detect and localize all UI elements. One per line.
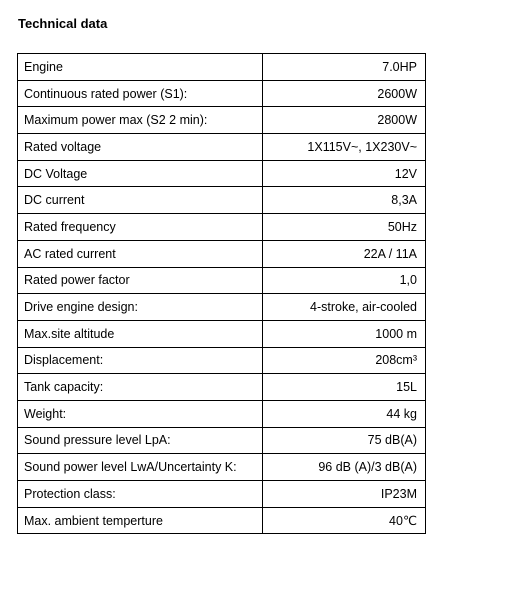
table-row xyxy=(18,187,426,214)
spec-label: AC rated current xyxy=(18,240,263,267)
spec-label: Displacement: xyxy=(18,347,263,374)
spec-value: 1,0 xyxy=(263,267,426,294)
spec-label: Max. ambient temperture xyxy=(18,507,263,534)
technical-data-table xyxy=(17,53,426,534)
spec-label: Engine xyxy=(18,54,263,81)
spec-value: IP23M xyxy=(263,481,426,508)
table-row xyxy=(18,267,426,294)
spec-label: Drive engine design: xyxy=(18,294,263,321)
spec-value: 96 dB (A)/3 dB(A) xyxy=(263,454,426,481)
table-row xyxy=(18,427,426,454)
spec-value: 15L xyxy=(263,374,426,401)
spec-value: 2800W xyxy=(263,107,426,134)
spec-value: 44 kg xyxy=(263,400,426,427)
spec-label: Sound pressure level LpA: xyxy=(18,427,263,454)
spec-label: Protection class: xyxy=(18,481,263,508)
table-row xyxy=(18,374,426,401)
table-row xyxy=(18,347,426,374)
table-row xyxy=(18,454,426,481)
table-row xyxy=(18,240,426,267)
spec-value: 50Hz xyxy=(263,214,426,241)
table-row xyxy=(18,54,426,81)
spec-label: Continuous rated power (S1): xyxy=(18,80,263,107)
spec-value: 208cm³ xyxy=(263,347,426,374)
spec-value: 2600W xyxy=(263,80,426,107)
spec-label: Tank capacity: xyxy=(18,374,263,401)
table-row xyxy=(18,134,426,161)
table-row xyxy=(18,214,426,241)
table-row xyxy=(18,107,426,134)
spec-label: Maximum power max (S2 2 min): xyxy=(18,107,263,134)
spec-label: DC current xyxy=(18,187,263,214)
spec-value: 12V xyxy=(263,160,426,187)
table-row xyxy=(18,320,426,347)
spec-label: Rated power factor xyxy=(18,267,263,294)
spec-label: Weight: xyxy=(18,400,263,427)
table-row xyxy=(18,481,426,508)
spec-label: Sound power level LwA/Uncertainty K: xyxy=(18,454,263,481)
table-row xyxy=(18,400,426,427)
spec-value: 4-stroke, air-cooled xyxy=(263,294,426,321)
spec-value: 75 dB(A) xyxy=(263,427,426,454)
table-row xyxy=(18,294,426,321)
spec-value: 40℃ xyxy=(263,507,426,534)
spec-label: DC Voltage xyxy=(18,160,263,187)
spec-value: 1000 m xyxy=(263,320,426,347)
spec-label: Rated frequency xyxy=(18,214,263,241)
spec-value: 22A / 11A xyxy=(263,240,426,267)
page-title: Technical data xyxy=(18,16,108,31)
table-row xyxy=(18,80,426,107)
spec-label: Rated voltage xyxy=(18,134,263,161)
table-row xyxy=(18,507,426,534)
spec-value: 1X115V~, 1X230V~ xyxy=(263,134,426,161)
spec-label: Max.site altitude xyxy=(18,320,263,347)
spec-value: 8,3A xyxy=(263,187,426,214)
spec-value: 7.0HP xyxy=(263,54,426,81)
table-row xyxy=(18,160,426,187)
